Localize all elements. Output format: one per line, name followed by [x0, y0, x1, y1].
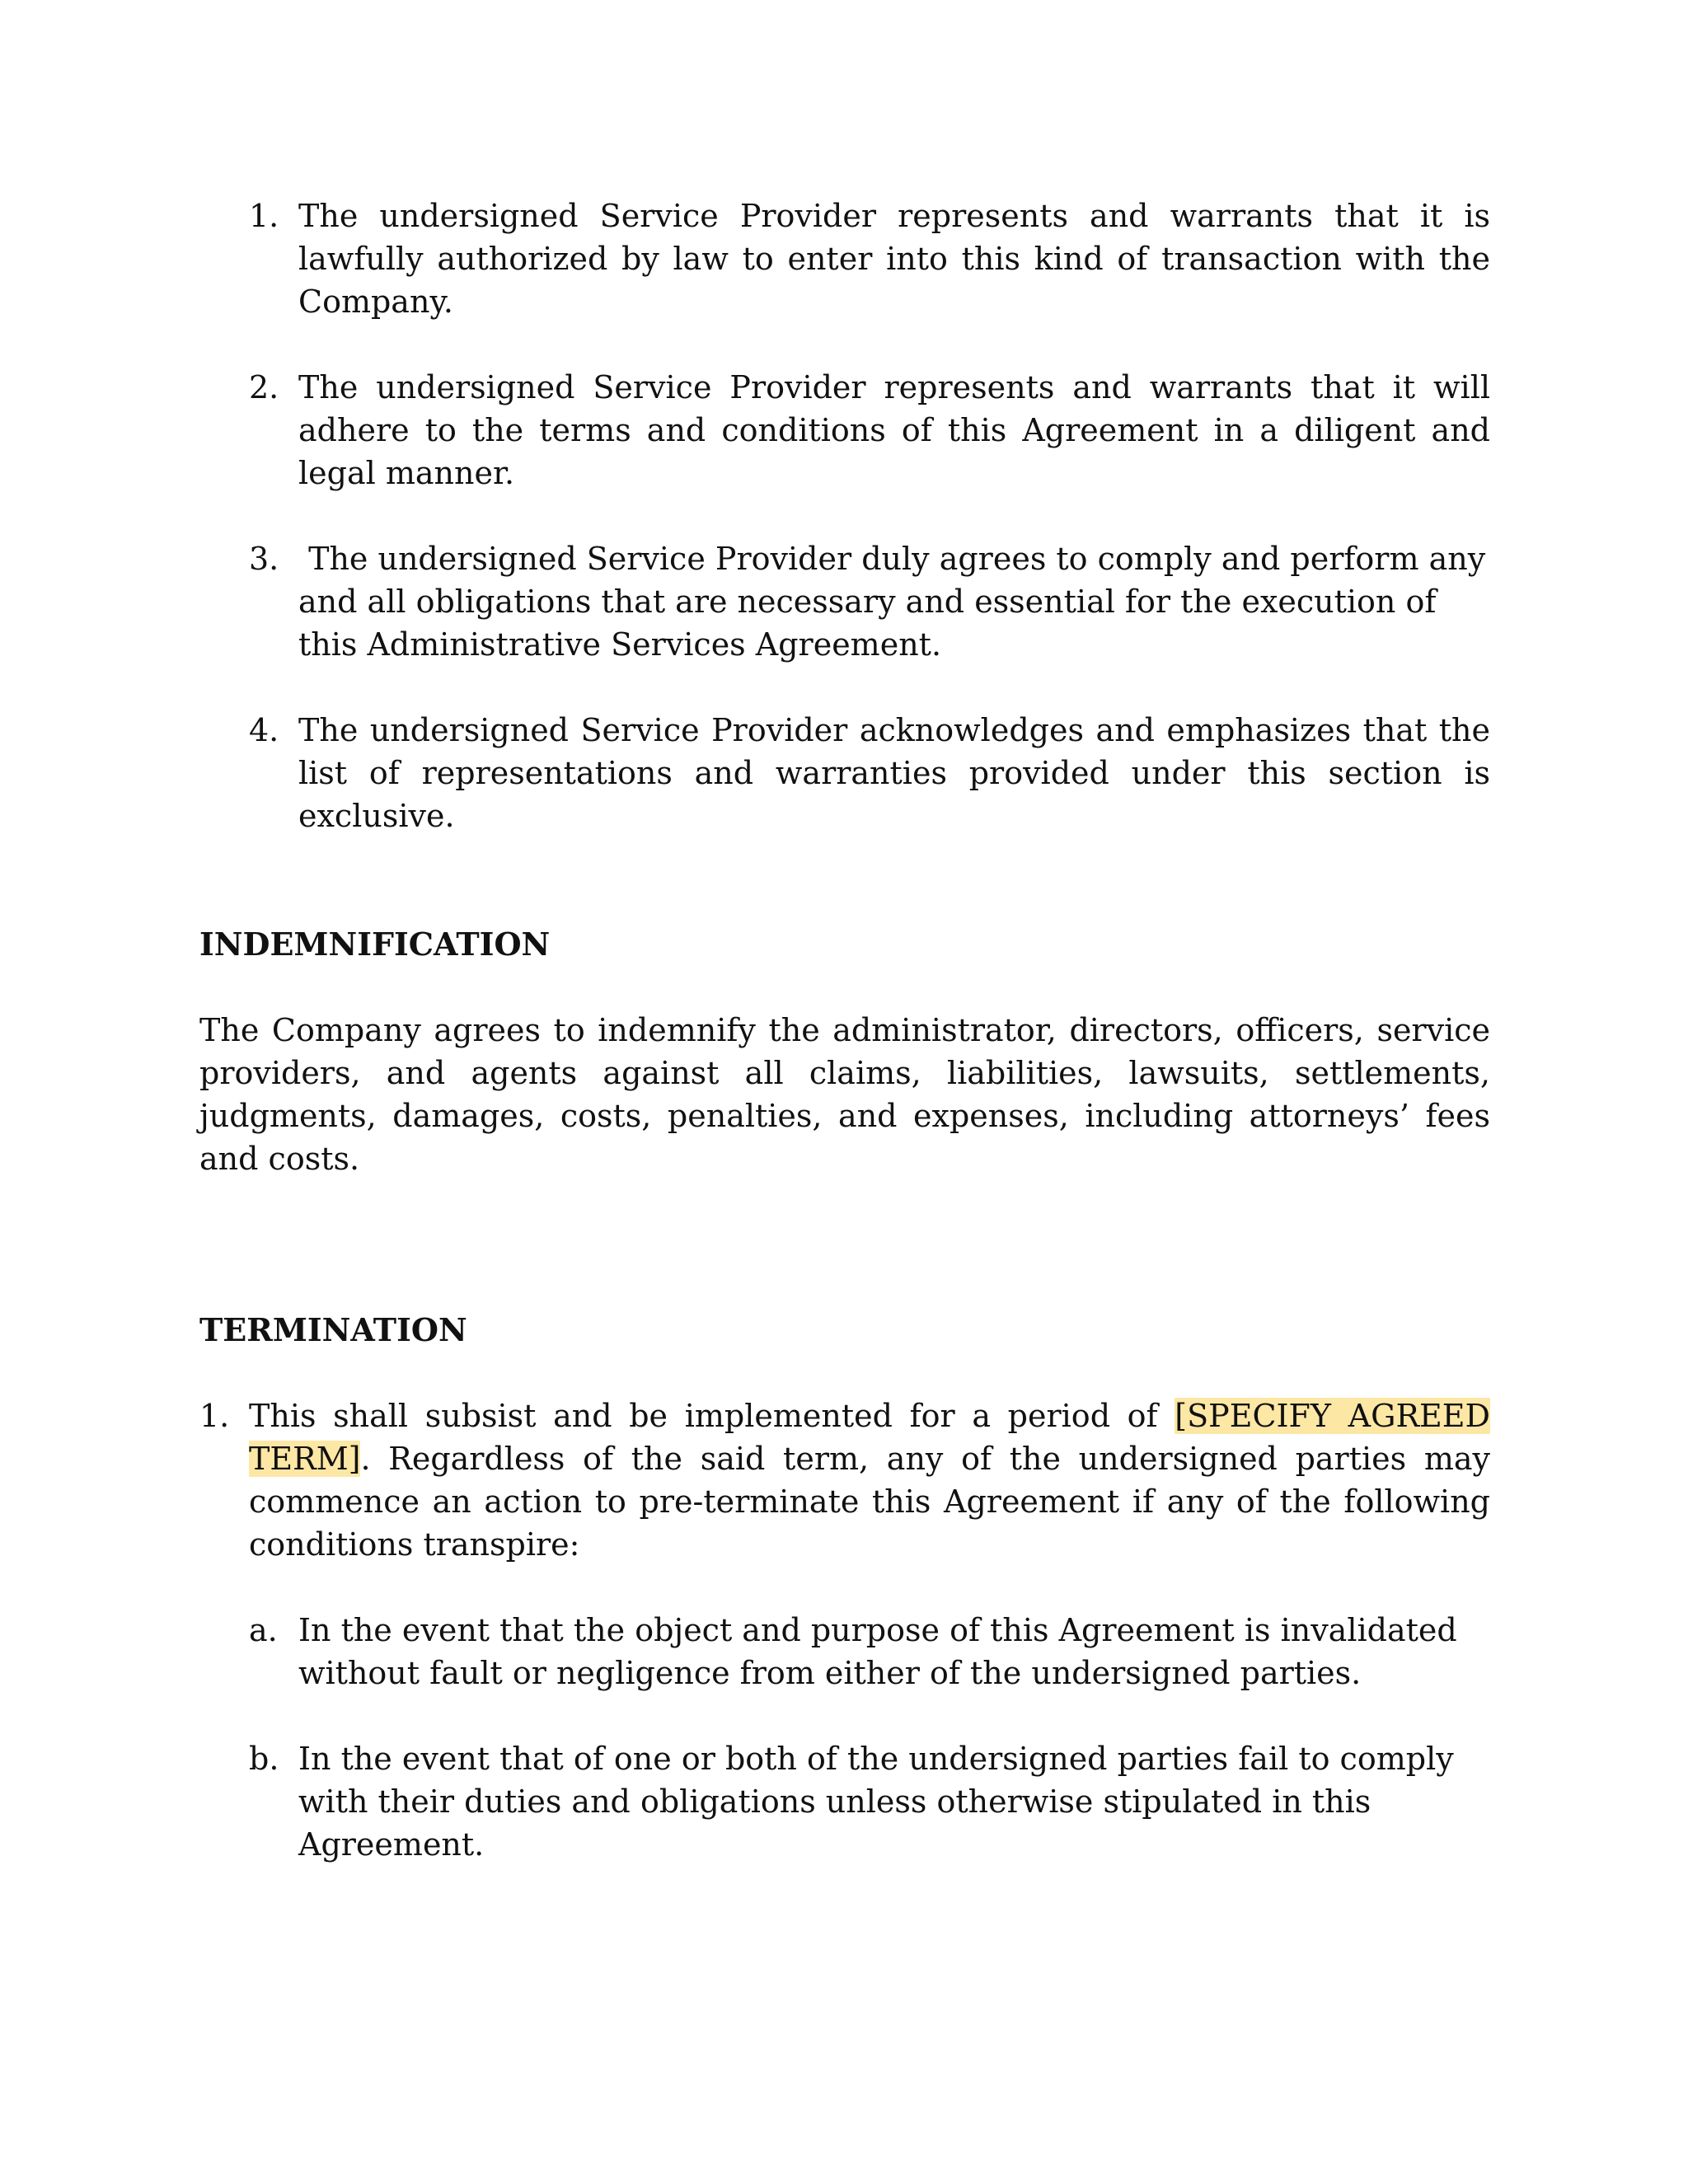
list-marker: 1.: [199, 1398, 230, 1434]
representation-item-4: [249, 709, 1490, 837]
termination-subitem-b: [249, 1737, 1490, 1866]
list-marker: 2.: [249, 369, 279, 405]
termination-item-1: [199, 1394, 1490, 1566]
subitem-text: In the event that the object and purpose of this Agreement is invalidated without fault or negligence from either of the undersigned parties.: [298, 1612, 1457, 1691]
list-marker: 1.: [249, 198, 279, 234]
list-marker: a.: [249, 1612, 278, 1648]
representation-text: The undersigned Service Provider duly agrees to comply and perform any and all obligations that are necessary and essential for the execution of this Administrative Services Agreement.: [298, 541, 1496, 663]
list-marker: 3.: [249, 541, 279, 577]
indemnification-heading: INDEMNIFICATION: [199, 926, 551, 963]
representation-item-1: [249, 194, 1490, 323]
termination-heading: TERMINATION: [199, 1311, 467, 1348]
termination-text-after: . Regardless of the said term, any of the undersigned parties may commence an action to pre-terminate this Agreement if any of the following conditions transpire:: [249, 1441, 1490, 1563]
representation-item-3: [249, 537, 1496, 666]
subitem-text: In the event that of one or both of the undersigned parties fail to comply with their duties and obligations unless otherwise stipulated in this Agreement.: [298, 1741, 1454, 1863]
representation-text: The undersigned Service Provider represents and warrants that it is lawfully authorized by law to enter into this kind of transaction with the Company.: [298, 198, 1490, 320]
document-body: [199, 194, 1496, 1909]
termination-subitem-a: [249, 1609, 1490, 1694]
specify-term-placeholder[interactable]: [SPECIFY AGREED TERM]: [249, 1398, 1490, 1477]
representation-text: The undersigned Service Provider acknowledges and emphasizes that the list of representations and warranties provided under this section is exclusive.: [298, 712, 1490, 834]
representation-text: The undersigned Service Provider represents and warrants that it will adhere to the terms and conditions of this Agreement in a diligent and legal manner.: [298, 369, 1490, 491]
representation-item-2: [249, 366, 1490, 494]
termination-text-before: This shall subsist and be implemented for a period of: [249, 1398, 1175, 1434]
list-marker: 4.: [249, 712, 279, 748]
indemnification-paragraph: The Company agrees to indemnify the administrator, directors, officers, service providers, and agents against all claims, liabilities, lawsuits, settlements, judgments, damages, costs, penalties, and expenses, including attorneys’ fees and costs.: [199, 1012, 1490, 1177]
list-marker: b.: [249, 1741, 279, 1777]
